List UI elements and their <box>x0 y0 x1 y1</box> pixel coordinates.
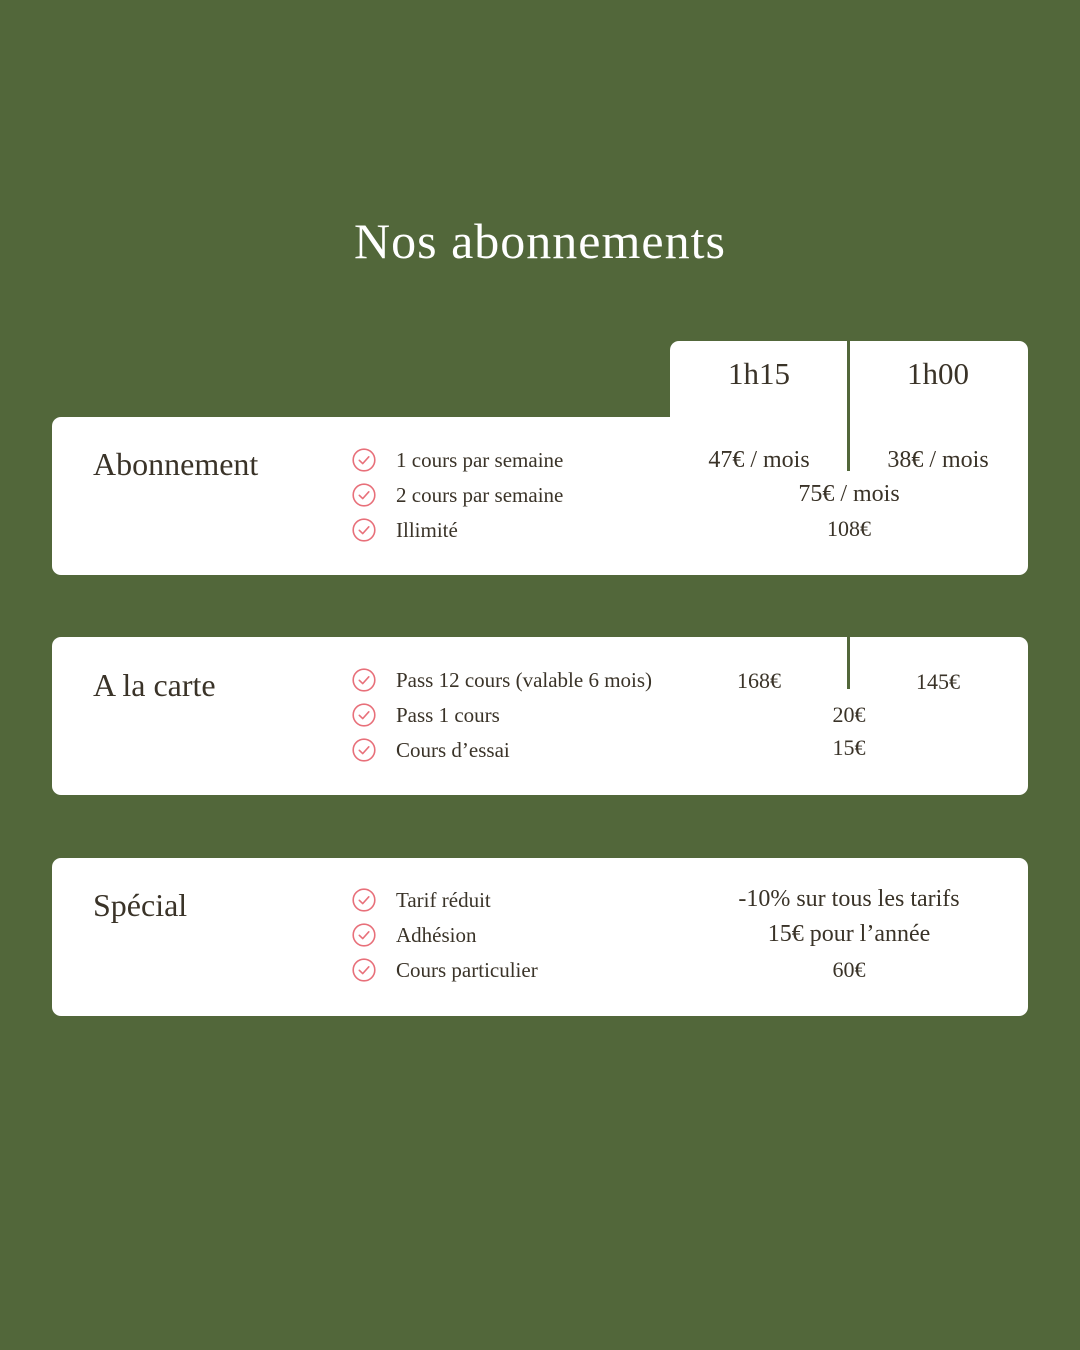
price: 108€ <box>827 516 871 541</box>
check-circle-icon <box>352 668 376 692</box>
price: 15€ pour l’année <box>767 921 931 947</box>
price: 60€ <box>832 957 866 982</box>
item-label: Pass 12 cours (valable 6 mois) <box>396 667 653 692</box>
item-label: Cours particulier <box>396 957 538 982</box>
check-circle-icon <box>352 703 376 727</box>
item-label: Illimité <box>396 517 458 542</box>
item-label: Cours d’essai <box>396 737 510 762</box>
category-label-a-la-carte: A la carte <box>93 667 216 703</box>
list-item <box>352 886 491 914</box>
list-item <box>352 736 510 764</box>
list-item <box>352 666 652 694</box>
column-header-1h15: 1h15 <box>728 356 790 391</box>
page-title: Nos abonnements <box>354 213 726 269</box>
item-label: Pass 1 cours <box>396 702 500 727</box>
list-item <box>352 446 563 474</box>
column-header-1h00: 1h00 <box>907 356 969 391</box>
price-1h00: 38€ / mois <box>887 447 989 473</box>
check-circle-icon <box>352 738 376 762</box>
check-circle-icon <box>352 483 376 507</box>
item-label: 1 cours par semaine <box>396 447 564 472</box>
item-label: 2 cours par semaine <box>396 482 564 507</box>
category-label-special: Spécial <box>93 887 188 923</box>
item-label: Adhésion <box>396 922 477 947</box>
price: 20€ <box>832 702 866 727</box>
list-item <box>352 956 538 984</box>
list-item <box>352 921 477 949</box>
price: -10% sur tous les tarifs <box>738 886 960 912</box>
price: 75€ / mois <box>798 481 900 507</box>
check-circle-icon <box>352 958 376 982</box>
check-circle-icon <box>352 448 376 472</box>
price: 15€ <box>832 735 866 760</box>
list-item <box>352 516 458 544</box>
item-label: Tarif réduit <box>396 887 491 912</box>
check-circle-icon <box>352 518 376 542</box>
list-item <box>352 701 500 729</box>
category-label-abonnement: Abonnement <box>93 446 259 482</box>
price-1h15: 168€ <box>737 668 781 693</box>
price-1h00: 145€ <box>916 669 960 694</box>
list-item <box>352 481 563 509</box>
price-1h15: 47€ / mois <box>708 447 810 473</box>
check-circle-icon <box>352 888 376 912</box>
check-circle-icon <box>352 923 376 947</box>
